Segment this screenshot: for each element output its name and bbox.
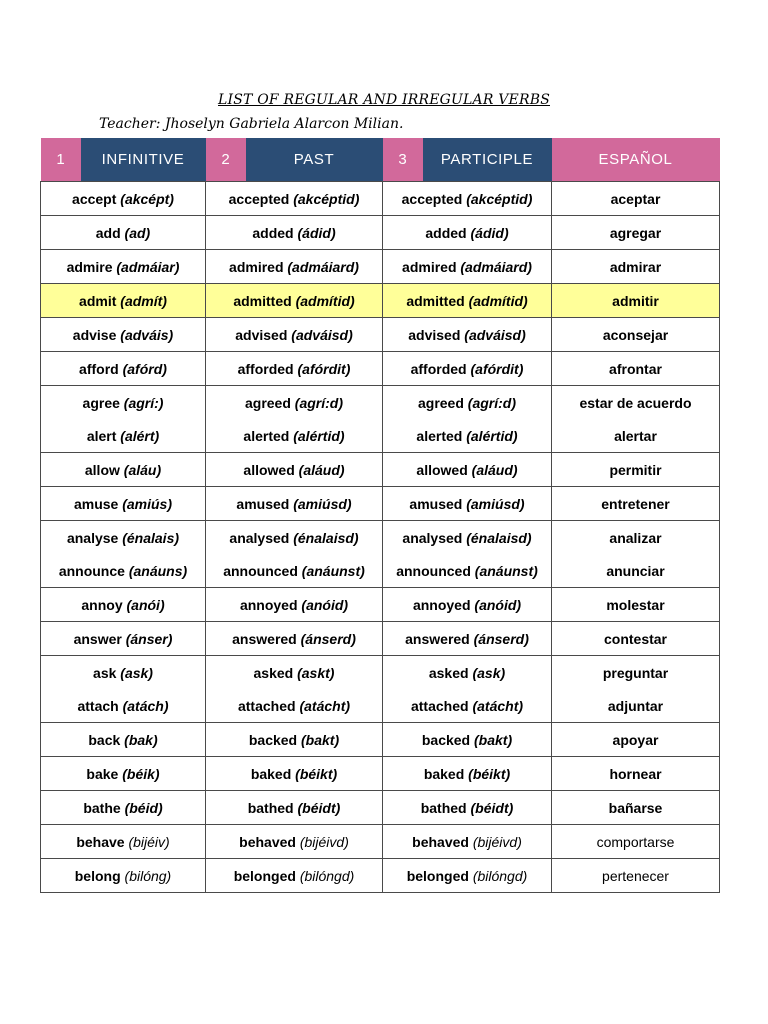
pronunciation: (admáiar) [116,258,180,275]
infinitive-cell [41,250,206,284]
teacher-name: Teacher: Jhoselyn Gabriela Alarcon Milian. [99,116,404,132]
participle-cell [383,182,552,216]
pronunciation: (admítid) [295,292,355,309]
verb-word: analysed [229,529,290,546]
pronunciation: (béik) [122,765,160,782]
verb-word: attached [410,697,469,714]
pronunciation: (anáuns) [128,562,188,579]
verb-word: behave [76,833,125,850]
verb-word: bathed [247,799,294,816]
espanol-cell: hornear [552,757,720,791]
verb-word: alert [86,427,117,444]
verb-word: baked [250,765,292,782]
infinitive-cell [41,318,206,352]
verb-word: annoy [81,596,123,613]
participle-cell [383,453,552,487]
pronunciation: (bakt) [474,731,513,748]
table-row [41,453,720,487]
past-cell [206,318,383,352]
espanol-cell: analizar [552,521,720,555]
verb-word: admitted [233,292,292,309]
past-cell [206,521,383,555]
participle-cell [383,825,552,859]
pronunciation: (amiúsd) [466,495,525,512]
past-cell [206,656,383,690]
column-label: ESPAÑOL [552,138,720,181]
verb-word: ask [93,664,117,681]
pronunciation: (atácht) [299,697,351,714]
pronunciation: (agrí:d) [294,394,344,411]
table-row [41,419,720,453]
verb-word: asked [428,664,469,681]
pronunciation: (alértid) [466,427,518,444]
pronunciation: (aláud) [298,461,345,478]
past-cell [206,487,383,521]
espanol-cell: afrontar [552,352,720,386]
table-row [41,487,720,521]
infinitive-cell [41,656,206,690]
table-row [41,859,720,893]
pronunciation: (amiús) [122,495,173,512]
pronunciation: (anóid) [301,596,349,613]
participle-cell [383,791,552,825]
infinitive-cell [41,352,206,386]
verbs-table [40,138,720,893]
infinitive-cell [41,521,206,555]
pronunciation: (ad) [124,224,151,241]
pronunciation: (agrí:) [123,394,164,411]
participle-cell [383,318,552,352]
verb-word: analyse [66,529,119,546]
espanol-cell: aconsejar [552,318,720,352]
pronunciation: (bijéiv) [128,833,170,850]
infinitive-cell [41,386,206,420]
participle-cell [383,386,552,420]
table-row [41,216,720,250]
table-row [41,182,720,216]
table-row [41,757,720,791]
pronunciation: (ádid) [297,224,336,241]
espanol-cell: comportarse [552,825,720,859]
verb-word: agreed [417,394,464,411]
past-cell [206,386,383,420]
pronunciation: (afórdit) [297,360,351,377]
verb-word: belonged [233,867,296,884]
verb-word: agree [82,394,120,411]
participle-cell [383,723,552,757]
pronunciation: (bilóngd) [472,867,528,884]
verb-word: annoyed [239,596,298,613]
past-cell [206,622,383,656]
past-cell [206,352,383,386]
past-cell [206,182,383,216]
column-number: 3 [383,138,423,181]
pronunciation: (askt) [297,664,335,681]
espanol-cell: aceptar [552,182,720,216]
pronunciation: (béikt) [468,765,511,782]
verb-word: amused [236,495,290,512]
table-row [41,723,720,757]
column-label: PARTICIPLE [423,138,552,181]
verb-word: announced [223,562,298,579]
verb-word: bathed [420,799,467,816]
verb-word: behaved [412,833,469,850]
infinitive-cell [41,859,206,893]
espanol-cell: contestar [552,622,720,656]
pronunciation: (béidt) [297,799,341,816]
participle-cell [383,250,552,284]
participle-cell [383,689,552,723]
pronunciation: (afórd) [122,360,167,377]
verbs-table-body [41,182,720,893]
pronunciation: (bilóng) [124,867,172,884]
pronunciation: (admáiard) [287,258,359,275]
infinitive-cell [41,453,206,487]
pronunciation: (akcéptid) [466,190,533,207]
infinitive-cell [41,554,206,588]
pronunciation: (afórdit) [470,360,524,377]
past-cell [206,453,383,487]
pronunciation: (énalaisd) [466,529,532,546]
espanol-cell: bañarse [552,791,720,825]
column-label: INFINITIVE [81,138,206,181]
infinitive-cell [41,757,206,791]
header-espanol [552,138,720,182]
verb-word: back [88,731,121,748]
pronunciation: (ádid) [470,224,509,241]
table-row [41,284,720,318]
table-row [41,386,720,420]
pronunciation: (énalais) [122,529,180,546]
verb-word: baked [423,765,465,782]
column-number: 2 [206,138,246,181]
pronunciation: (atácht) [472,697,524,714]
table-row [41,656,720,690]
verb-word: afforded [410,360,467,377]
participle-cell [383,656,552,690]
verb-word: annoyed [412,596,471,613]
infinitive-cell [41,182,206,216]
pronunciation: (ánserd) [300,630,356,647]
pronunciation: (agrí:d) [467,394,517,411]
past-cell [206,791,383,825]
participle-cell [383,352,552,386]
pronunciation: (alértid) [293,427,345,444]
header-past [206,138,383,182]
pronunciation: (béikt) [295,765,338,782]
verb-word: admire [66,258,113,275]
pronunciation: (ánser) [125,630,173,647]
verb-word: allowed [243,461,295,478]
verb-word: belonged [406,867,469,884]
verb-word: admitted [406,292,465,309]
verb-word: afforded [237,360,294,377]
pronunciation: (admítid) [468,292,528,309]
pronunciation: (bakt) [301,731,340,748]
table-row [41,689,720,723]
header-infinitive [41,138,206,182]
verb-word: admired [229,258,284,275]
espanol-cell: permitir [552,453,720,487]
infinitive-cell [41,588,206,622]
verb-word: attached [237,697,296,714]
column-number: 1 [41,138,81,181]
past-cell [206,284,383,318]
pronunciation: (alért) [120,427,160,444]
pronunciation: (atách) [122,697,169,714]
verb-word: answer [73,630,122,647]
past-cell [206,554,383,588]
past-cell [206,250,383,284]
past-cell [206,689,383,723]
verb-word: answered [232,630,297,647]
verb-word: added [425,224,467,241]
espanol-cell: anunciar [552,554,720,588]
past-cell [206,757,383,791]
verb-word: answered [405,630,470,647]
infinitive-cell [41,622,206,656]
espanol-cell: molestar [552,588,720,622]
verb-word: attach [77,697,119,714]
verb-word: announced [396,562,471,579]
verb-word: alerted [416,427,463,444]
infinitive-cell [41,791,206,825]
espanol-cell: preguntar [552,656,720,690]
pronunciation: (aláu) [123,461,162,478]
verb-word: backed [248,731,298,748]
participle-cell [383,859,552,893]
participle-cell [383,419,552,453]
pronunciation: (béid) [124,799,163,816]
verb-word: behaved [239,833,296,850]
participle-cell [383,521,552,555]
participle-cell [383,622,552,656]
participle-cell [383,588,552,622]
pronunciation: (anói) [126,596,165,613]
participle-cell [383,216,552,250]
pronunciation: (bijéivd) [299,833,349,850]
pronunciation: (adváisd) [291,326,353,343]
pronunciation: (bak) [124,731,158,748]
table-header-row [41,138,720,182]
pronunciation: (akcéptid) [293,190,360,207]
pronunciation: (ask) [120,664,153,681]
pronunciation: (anáunst) [474,562,538,579]
verb-word: agreed [244,394,291,411]
past-cell [206,859,383,893]
past-cell [206,216,383,250]
past-cell [206,419,383,453]
pronunciation: (admáiard) [460,258,532,275]
pronunciation: (akcépt) [120,190,174,207]
pronunciation: (adváisd) [464,326,526,343]
infinitive-cell [41,216,206,250]
table-row [41,791,720,825]
pronunciation: (aláud) [471,461,518,478]
verb-word: admired [402,258,457,275]
header-participle [383,138,552,182]
espanol-cell: agregar [552,216,720,250]
pronunciation: (énalaisd) [293,529,359,546]
verb-word: advise [72,326,117,343]
espanol-cell: apoyar [552,723,720,757]
verb-word: accepted [228,190,290,207]
verb-word: allowed [416,461,468,478]
table-row [41,318,720,352]
past-cell [206,723,383,757]
table-row [41,825,720,859]
infinitive-cell [41,689,206,723]
infinitive-cell [41,284,206,318]
infinitive-cell [41,419,206,453]
verb-word: amused [409,495,463,512]
verb-word: allow [84,461,120,478]
column-label: PAST [246,138,383,181]
infinitive-cell [41,723,206,757]
table-row [41,622,720,656]
verb-word: afford [79,360,119,377]
participle-cell [383,284,552,318]
pronunciation: (bijéivd) [472,833,522,850]
verb-word: accept [72,190,117,207]
past-cell [206,825,383,859]
verb-word: accepted [401,190,463,207]
table-row [41,352,720,386]
participle-cell [383,554,552,588]
verb-word: advised [408,326,461,343]
pronunciation: (béidt) [470,799,514,816]
infinitive-cell [41,487,206,521]
espanol-cell: alertar [552,419,720,453]
pronunciation: (ask) [472,664,506,681]
verb-word: amuse [73,495,119,512]
pronunciation: (amiúsd) [293,495,352,512]
infinitive-cell [41,825,206,859]
pronunciation: (adváis) [120,326,174,343]
verb-word: admit [79,292,117,309]
table-row [41,554,720,588]
verb-word: announce [58,562,125,579]
espanol-cell: entretener [552,487,720,521]
pronunciation: (admít) [120,292,167,309]
espanol-cell: admirar [552,250,720,284]
pronunciation: (anáunst) [301,562,365,579]
verb-word: bathe [83,799,121,816]
verb-word: advised [235,326,288,343]
pronunciation: (bilóngd) [299,867,355,884]
verb-word: added [252,224,294,241]
participle-cell [383,487,552,521]
verb-word: asked [253,664,294,681]
table-row [41,250,720,284]
espanol-cell: adjuntar [552,689,720,723]
pronunciation: (anóid) [474,596,522,613]
espanol-cell: pertenecer [552,859,720,893]
pronunciation: (ánserd) [473,630,529,647]
verb-word: bake [86,765,119,782]
table-row [41,521,720,555]
page-title: LIST OF REGULAR AND IRREGULAR VERBS [218,92,550,108]
verb-word: alerted [243,427,290,444]
verb-word: analysed [402,529,463,546]
espanol-cell: admitir [552,284,720,318]
participle-cell [383,757,552,791]
verb-word: add [95,224,121,241]
verb-word: belong [74,867,121,884]
verb-word: backed [421,731,471,748]
table-row [41,588,720,622]
espanol-cell: estar de acuerdo [552,386,720,420]
past-cell [206,588,383,622]
